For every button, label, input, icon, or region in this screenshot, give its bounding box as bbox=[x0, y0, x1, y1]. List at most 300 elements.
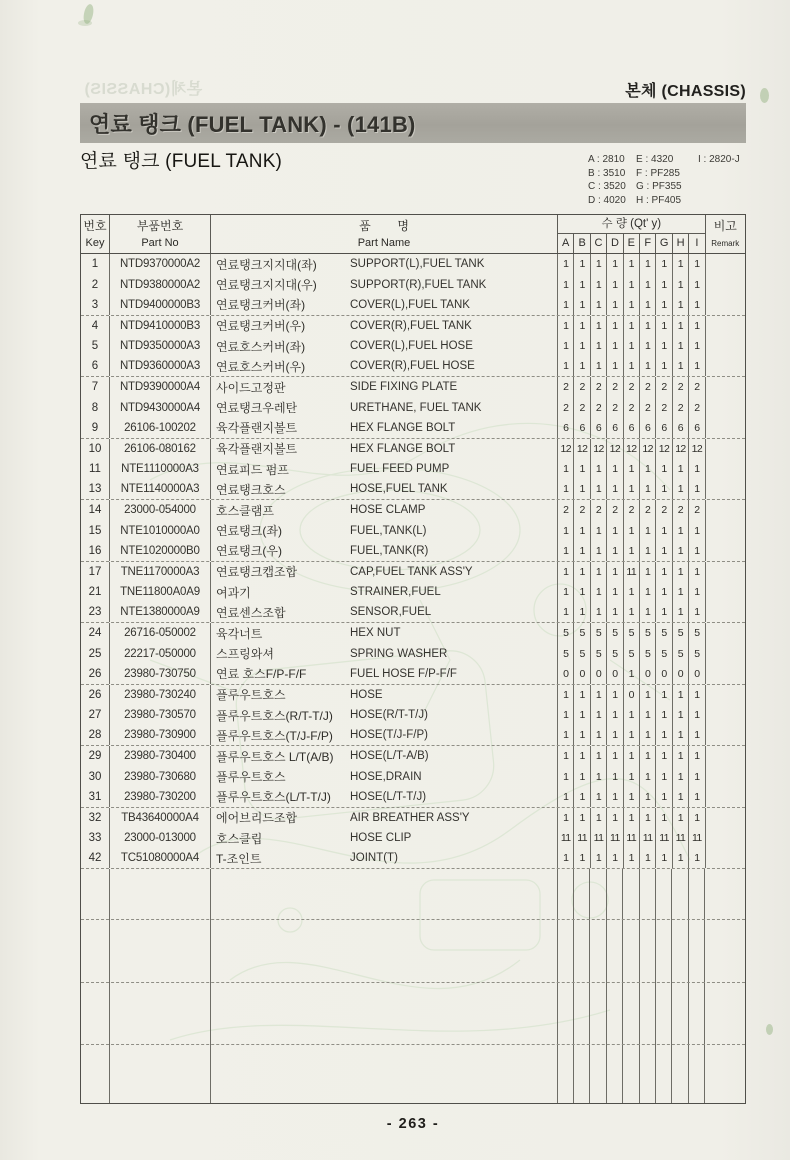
table-row bbox=[81, 726, 745, 747]
qty-cell: 5 bbox=[591, 623, 607, 644]
qty-cell: 1 bbox=[574, 562, 590, 583]
qty-cell: 1 bbox=[656, 521, 672, 542]
qty-cell: 2 bbox=[574, 377, 590, 398]
qty-cell: 6 bbox=[640, 418, 656, 438]
name-ko: 플루우트호스 bbox=[216, 770, 286, 785]
name-cell bbox=[211, 275, 558, 296]
part-no-cell: 23980-730240 bbox=[110, 685, 211, 706]
remark-cell bbox=[706, 459, 745, 480]
remark-cell bbox=[706, 685, 745, 706]
qty-cell: 1 bbox=[640, 459, 656, 480]
key-cell: 30 bbox=[81, 767, 110, 788]
qty-cell: 1 bbox=[624, 664, 640, 684]
col-header-remark bbox=[706, 215, 745, 253]
qty-cell: 1 bbox=[624, 849, 640, 869]
part-no-cell: NTD9350000A3 bbox=[110, 336, 211, 357]
table-row bbox=[81, 623, 745, 644]
qty-cell: 1 bbox=[640, 521, 656, 542]
qty-cell: 1 bbox=[673, 541, 689, 561]
qty-col-letter: E bbox=[624, 234, 640, 254]
qty-cell: 1 bbox=[591, 685, 607, 706]
qty-cell: 1 bbox=[558, 562, 574, 583]
qty-cell: 1 bbox=[558, 808, 574, 829]
col-header-key bbox=[81, 215, 110, 253]
qty-cell: 2 bbox=[624, 377, 640, 398]
name-cell bbox=[211, 787, 558, 807]
qty-cell: 1 bbox=[624, 582, 640, 603]
qty-cell: 11 bbox=[640, 828, 656, 849]
remark-cell bbox=[706, 500, 745, 521]
name-ko: 육각플랜지볼트 bbox=[216, 421, 298, 436]
qty-cell: 1 bbox=[624, 336, 640, 357]
name-en: FUEL HOSE F/P-F/F bbox=[350, 667, 457, 680]
name-en: COVER(L),FUEL TANK bbox=[350, 298, 470, 311]
qty-cell: 1 bbox=[624, 275, 640, 296]
qty-col-letter: B bbox=[574, 234, 590, 254]
key-cell: 4 bbox=[81, 316, 110, 337]
qty-col-letter: H bbox=[673, 234, 689, 254]
name-ko: 연료탱크(우) bbox=[216, 544, 282, 559]
name-cell bbox=[211, 418, 558, 438]
qty-letter-row bbox=[558, 234, 705, 254]
qty-cell: 1 bbox=[607, 357, 623, 377]
qty-cell: 1 bbox=[656, 316, 672, 337]
section-label-chassis: 본체 (CHASSIS) bbox=[625, 83, 746, 100]
qty-cell: 1 bbox=[591, 767, 607, 788]
qty-cell: 5 bbox=[558, 623, 574, 644]
part-no-cell: NTE1140000A3 bbox=[110, 480, 211, 500]
part-no-cell: NTD9360000A3 bbox=[110, 357, 211, 377]
name-ko: 연료탱크우레탄 bbox=[216, 401, 298, 416]
qty-cell: 2 bbox=[558, 377, 574, 398]
qty-cell: 1 bbox=[673, 603, 689, 623]
qty-cell: 1 bbox=[624, 459, 640, 480]
key-cell: 9 bbox=[81, 418, 110, 438]
name-en: HEX FLANGE BOLT bbox=[350, 442, 456, 455]
table-row bbox=[81, 336, 745, 357]
qty-cell: 1 bbox=[624, 480, 640, 500]
qty-cell: 2 bbox=[640, 377, 656, 398]
qty-cell: 1 bbox=[558, 541, 574, 561]
qty-cell: 11 bbox=[624, 562, 640, 583]
remark-cell bbox=[706, 705, 745, 726]
title-bar bbox=[80, 103, 746, 143]
qty-cell: 1 bbox=[624, 726, 640, 746]
qty-cell: 1 bbox=[591, 808, 607, 829]
name-ko: T-조인트 bbox=[216, 851, 262, 866]
qty-cell: 1 bbox=[640, 685, 656, 706]
qty-cell: 1 bbox=[558, 316, 574, 337]
qty-cell: 1 bbox=[558, 685, 574, 706]
table-row bbox=[81, 521, 745, 542]
remark-cell bbox=[706, 316, 745, 337]
remark-cell bbox=[706, 746, 745, 767]
qty-cell: 1 bbox=[640, 316, 656, 337]
remark-cell bbox=[706, 541, 745, 561]
qty-cell: 1 bbox=[673, 459, 689, 480]
name-en: SUPPORT(R),FUEL TANK bbox=[350, 278, 487, 291]
qty-cell: 1 bbox=[673, 808, 689, 829]
part-no-cell: TB43640000A4 bbox=[110, 808, 211, 829]
remark-cell bbox=[706, 521, 745, 542]
legend-item: I : 2820-J bbox=[698, 154, 740, 165]
part-no-cell: 23980-730750 bbox=[110, 664, 211, 684]
name-cell bbox=[211, 828, 558, 849]
qty-cell: 1 bbox=[689, 541, 705, 561]
scan-speck bbox=[78, 20, 92, 26]
col-header-partno bbox=[110, 215, 211, 253]
col-header-partno-ko: 부품번호 bbox=[136, 218, 184, 233]
qty-cell: 1 bbox=[558, 357, 574, 377]
remark-cell bbox=[706, 275, 745, 296]
legend-row bbox=[588, 194, 740, 208]
remark-cell bbox=[706, 336, 745, 357]
table-row bbox=[81, 746, 745, 767]
col-header-partname bbox=[211, 215, 558, 253]
key-cell: 13 bbox=[81, 480, 110, 500]
qty-cell: 1 bbox=[607, 849, 623, 869]
col-header-remark-en: Remark bbox=[711, 238, 740, 248]
qty-cell: 1 bbox=[689, 562, 705, 583]
qty-cell: 11 bbox=[558, 828, 574, 849]
legend-item: D : 4020 bbox=[588, 194, 626, 206]
qty-cell: 11 bbox=[656, 828, 672, 849]
key-cell: 16 bbox=[81, 541, 110, 561]
qty-cell: 1 bbox=[656, 767, 672, 788]
qty-cell: 1 bbox=[558, 254, 574, 275]
qty-cell: 1 bbox=[689, 685, 705, 706]
table-rows bbox=[81, 254, 745, 869]
qty-cell: 1 bbox=[607, 705, 623, 726]
name-en: URETHANE, FUEL TANK bbox=[350, 401, 482, 414]
qty-cell: 1 bbox=[607, 808, 623, 829]
qty-cell: 5 bbox=[689, 644, 705, 665]
qty-cell: 12 bbox=[607, 439, 623, 460]
table-row bbox=[81, 541, 745, 562]
qty-cell: 1 bbox=[689, 705, 705, 726]
qty-cell: 11 bbox=[591, 828, 607, 849]
qty-cell: 6 bbox=[673, 418, 689, 438]
qty-cell: 1 bbox=[558, 521, 574, 542]
qty-cell: 5 bbox=[624, 644, 640, 665]
qty-cell: 1 bbox=[574, 459, 590, 480]
qty-cell: 2 bbox=[591, 398, 607, 419]
parts-table bbox=[80, 214, 746, 1104]
table-row bbox=[81, 664, 745, 685]
key-cell: 5 bbox=[81, 336, 110, 357]
remark-cell bbox=[706, 828, 745, 849]
name-en: SIDE FIXING PLATE bbox=[350, 381, 458, 394]
name-en: STRAINER,FUEL bbox=[350, 586, 441, 599]
qty-cell: 1 bbox=[673, 787, 689, 807]
qty-cell: 1 bbox=[689, 480, 705, 500]
table-row bbox=[81, 603, 745, 624]
table-row bbox=[81, 439, 745, 460]
qty-cell: 11 bbox=[574, 828, 590, 849]
qty-cell: 1 bbox=[673, 685, 689, 706]
part-no-cell: NTE1110000A3 bbox=[110, 459, 211, 480]
qty-cell: 2 bbox=[673, 500, 689, 521]
qty-cell: 1 bbox=[591, 562, 607, 583]
table-header bbox=[81, 215, 745, 254]
qty-cell: 6 bbox=[607, 418, 623, 438]
remark-cell bbox=[706, 254, 745, 275]
name-en: SPRING WASHER bbox=[350, 647, 448, 660]
qty-cell: 6 bbox=[656, 418, 672, 438]
key-cell: 14 bbox=[81, 500, 110, 521]
name-en: COVER(R),FUEL TANK bbox=[350, 319, 472, 332]
qty-cell: 1 bbox=[607, 275, 623, 296]
qty-cell: 1 bbox=[607, 787, 623, 807]
key-cell: 2 bbox=[81, 275, 110, 296]
key-cell: 33 bbox=[81, 828, 110, 849]
qty-cell: 0 bbox=[656, 664, 672, 684]
remark-cell bbox=[706, 644, 745, 665]
legend-row bbox=[588, 153, 740, 167]
page-title: 연료 탱크 (FUEL TANK) - (141B) bbox=[89, 111, 416, 137]
qty-cell: 1 bbox=[591, 275, 607, 296]
name-ko: 플루우트호스(R/T-T/J) bbox=[216, 708, 333, 723]
qty-cell: 1 bbox=[656, 726, 672, 746]
qty-cell: 1 bbox=[574, 254, 590, 275]
name-en: COVER(R),FUEL HOSE bbox=[350, 360, 475, 373]
page-number: - 263 - bbox=[386, 1116, 440, 1132]
remark-cell bbox=[706, 439, 745, 460]
qty-cell: 12 bbox=[591, 439, 607, 460]
part-no-cell: 23000-054000 bbox=[110, 500, 211, 521]
qty-cell: 1 bbox=[689, 521, 705, 542]
qty-cell: 1 bbox=[656, 808, 672, 829]
name-ko: 육각너트 bbox=[216, 626, 263, 641]
remark-cell bbox=[706, 664, 745, 684]
qty-cell: 1 bbox=[656, 705, 672, 726]
qty-cell: 1 bbox=[607, 336, 623, 357]
qty-cell: 1 bbox=[558, 603, 574, 623]
qty-cell: 1 bbox=[656, 746, 672, 767]
scan-speck bbox=[760, 88, 769, 103]
name-ko: 연료탱크(좌) bbox=[216, 524, 282, 539]
qty-cell: 1 bbox=[574, 808, 590, 829]
qty-cell: 1 bbox=[640, 254, 656, 275]
qty-cell: 1 bbox=[673, 295, 689, 315]
qty-cell: 1 bbox=[574, 541, 590, 561]
qty-cell: 1 bbox=[558, 767, 574, 788]
qty-cell: 1 bbox=[574, 336, 590, 357]
qty-cell: 1 bbox=[689, 275, 705, 296]
name-ko: 여과기 bbox=[216, 585, 251, 600]
name-cell bbox=[211, 705, 558, 726]
qty-cell: 1 bbox=[607, 746, 623, 767]
qty-cell: 5 bbox=[607, 623, 623, 644]
qty-cell: 2 bbox=[656, 500, 672, 521]
table-row bbox=[81, 787, 745, 808]
qty-cell: 2 bbox=[656, 377, 672, 398]
part-no-cell: NTD9410000B3 bbox=[110, 316, 211, 337]
qty-cell: 1 bbox=[558, 849, 574, 869]
name-cell bbox=[211, 295, 558, 315]
scan-speck bbox=[766, 1024, 773, 1035]
key-cell: 10 bbox=[81, 439, 110, 460]
qty-cell: 0 bbox=[624, 685, 640, 706]
qty-cell: 1 bbox=[656, 603, 672, 623]
name-cell bbox=[211, 726, 558, 746]
qty-cell: 1 bbox=[673, 357, 689, 377]
name-ko: 연료호스커버(좌) bbox=[216, 339, 306, 354]
qty-cell: 0 bbox=[640, 664, 656, 684]
qty-cell: 2 bbox=[689, 377, 705, 398]
qty-cell: 1 bbox=[591, 521, 607, 542]
qty-cell: 1 bbox=[607, 582, 623, 603]
qty-col-letter: C bbox=[591, 234, 607, 254]
qty-cell: 2 bbox=[640, 500, 656, 521]
table-row bbox=[81, 767, 745, 788]
qty-cell: 2 bbox=[574, 500, 590, 521]
remark-cell bbox=[706, 767, 745, 788]
table-row bbox=[81, 377, 745, 398]
remark-cell bbox=[706, 377, 745, 398]
qty-cell: 1 bbox=[574, 603, 590, 623]
qty-cell: 1 bbox=[656, 480, 672, 500]
name-ko: 연료탱크호스 bbox=[216, 482, 286, 497]
part-no-cell: 23980-730900 bbox=[110, 726, 211, 746]
part-no-cell: NTE1380000A9 bbox=[110, 603, 211, 623]
name-cell bbox=[211, 480, 558, 500]
part-no-cell: 23980-730400 bbox=[110, 746, 211, 767]
qty-cell: 5 bbox=[558, 644, 574, 665]
col-header-partname-ko: 품 명 bbox=[359, 218, 409, 233]
qty-cell: 1 bbox=[673, 336, 689, 357]
qty-cell: 1 bbox=[607, 685, 623, 706]
qty-cell: 1 bbox=[574, 357, 590, 377]
qty-cell: 2 bbox=[689, 500, 705, 521]
qty-cell: 1 bbox=[656, 295, 672, 315]
key-cell: 23 bbox=[81, 603, 110, 623]
qty-cell: 1 bbox=[673, 562, 689, 583]
part-no-cell: NTD9430000A4 bbox=[110, 398, 211, 419]
qty-cell: 6 bbox=[624, 418, 640, 438]
name-cell bbox=[211, 767, 558, 788]
remark-cell bbox=[706, 787, 745, 807]
qty-cell: 1 bbox=[640, 808, 656, 829]
qty-cell: 1 bbox=[624, 767, 640, 788]
qty-cell: 1 bbox=[591, 480, 607, 500]
qty-cell: 1 bbox=[607, 521, 623, 542]
qty-cell: 1 bbox=[558, 275, 574, 296]
key-cell: 31 bbox=[81, 787, 110, 807]
qty-cell: 2 bbox=[607, 398, 623, 419]
name-cell bbox=[211, 357, 558, 377]
qty-cell: 1 bbox=[624, 603, 640, 623]
subtitle: 연료 탱크 (FUEL TANK) bbox=[80, 151, 283, 172]
name-cell bbox=[211, 664, 558, 684]
table-row bbox=[81, 418, 745, 439]
qty-cell: 1 bbox=[558, 336, 574, 357]
name-cell bbox=[211, 439, 558, 460]
qty-cell: 1 bbox=[689, 767, 705, 788]
qty-cell: 1 bbox=[673, 849, 689, 869]
key-cell: 28 bbox=[81, 726, 110, 746]
remark-cell bbox=[706, 480, 745, 500]
part-no-cell: TC51080000A4 bbox=[110, 849, 211, 869]
qty-cell: 1 bbox=[656, 787, 672, 807]
qty-cell: 12 bbox=[624, 439, 640, 460]
qty-cell: 1 bbox=[689, 787, 705, 807]
qty-cell: 1 bbox=[558, 295, 574, 315]
name-cell bbox=[211, 521, 558, 542]
name-en: CAP,FUEL TANK ASS'Y bbox=[350, 565, 473, 578]
remark-cell bbox=[706, 418, 745, 438]
qty-cell: 1 bbox=[689, 808, 705, 829]
name-cell bbox=[211, 562, 558, 583]
col-header-partno-en: Part No bbox=[141, 236, 179, 249]
qty-cell: 1 bbox=[640, 275, 656, 296]
name-ko: 연료탱크커버(우) bbox=[216, 319, 306, 334]
qty-cell: 1 bbox=[607, 562, 623, 583]
qty-cell: 1 bbox=[591, 336, 607, 357]
qty-cell: 1 bbox=[624, 521, 640, 542]
part-no-cell: 26716-050002 bbox=[110, 623, 211, 644]
qty-cell: 1 bbox=[591, 357, 607, 377]
key-cell: 29 bbox=[81, 746, 110, 767]
qty-cell: 1 bbox=[558, 459, 574, 480]
qty-cell: 1 bbox=[574, 316, 590, 337]
name-ko: 에어브리드조합 bbox=[216, 811, 298, 826]
qty-cell: 1 bbox=[624, 746, 640, 767]
qty-cell: 1 bbox=[673, 705, 689, 726]
name-cell bbox=[211, 623, 558, 644]
name-en: HOSE(T/J-F/P) bbox=[350, 729, 428, 742]
key-cell: 26 bbox=[81, 664, 110, 684]
table-row bbox=[81, 582, 745, 603]
qty-cell: 1 bbox=[673, 746, 689, 767]
qty-cell: 1 bbox=[591, 316, 607, 337]
qty-cell: 1 bbox=[607, 480, 623, 500]
qty-cell: 1 bbox=[673, 767, 689, 788]
legend-item: A : 2810 bbox=[588, 154, 625, 165]
table-row bbox=[81, 459, 745, 480]
qty-cell: 1 bbox=[640, 295, 656, 315]
qty-cell: 1 bbox=[574, 295, 590, 315]
table-row bbox=[81, 705, 745, 726]
qty-col-letter: F bbox=[640, 234, 656, 254]
qty-header-label: 수 량 (Qt' y) bbox=[558, 215, 705, 234]
qty-cell: 6 bbox=[558, 418, 574, 438]
col-header-key-ko: 번호 bbox=[83, 218, 107, 233]
qty-cell: 1 bbox=[673, 521, 689, 542]
qty-cell: 12 bbox=[574, 439, 590, 460]
qty-cell: 1 bbox=[591, 705, 607, 726]
model-code-legend bbox=[588, 153, 740, 207]
qty-cell: 1 bbox=[624, 541, 640, 561]
qty-cell: 1 bbox=[656, 541, 672, 561]
qty-cell: 1 bbox=[591, 582, 607, 603]
part-no-cell: 23000-013000 bbox=[110, 828, 211, 849]
key-cell: 6 bbox=[81, 357, 110, 377]
part-no-cell: 26106-100202 bbox=[110, 418, 211, 438]
qty-cell: 5 bbox=[591, 644, 607, 665]
name-en: HOSE(L/T-T/J) bbox=[350, 790, 427, 803]
table-row bbox=[81, 849, 745, 870]
qty-cell: 1 bbox=[673, 275, 689, 296]
qty-cell: 1 bbox=[656, 582, 672, 603]
qty-cell: 1 bbox=[574, 521, 590, 542]
qty-cell: 1 bbox=[574, 705, 590, 726]
key-cell: 21 bbox=[81, 582, 110, 603]
table-row bbox=[81, 562, 745, 583]
qty-cell: 5 bbox=[574, 623, 590, 644]
qty-cell: 1 bbox=[689, 603, 705, 623]
qty-cell: 1 bbox=[574, 767, 590, 788]
